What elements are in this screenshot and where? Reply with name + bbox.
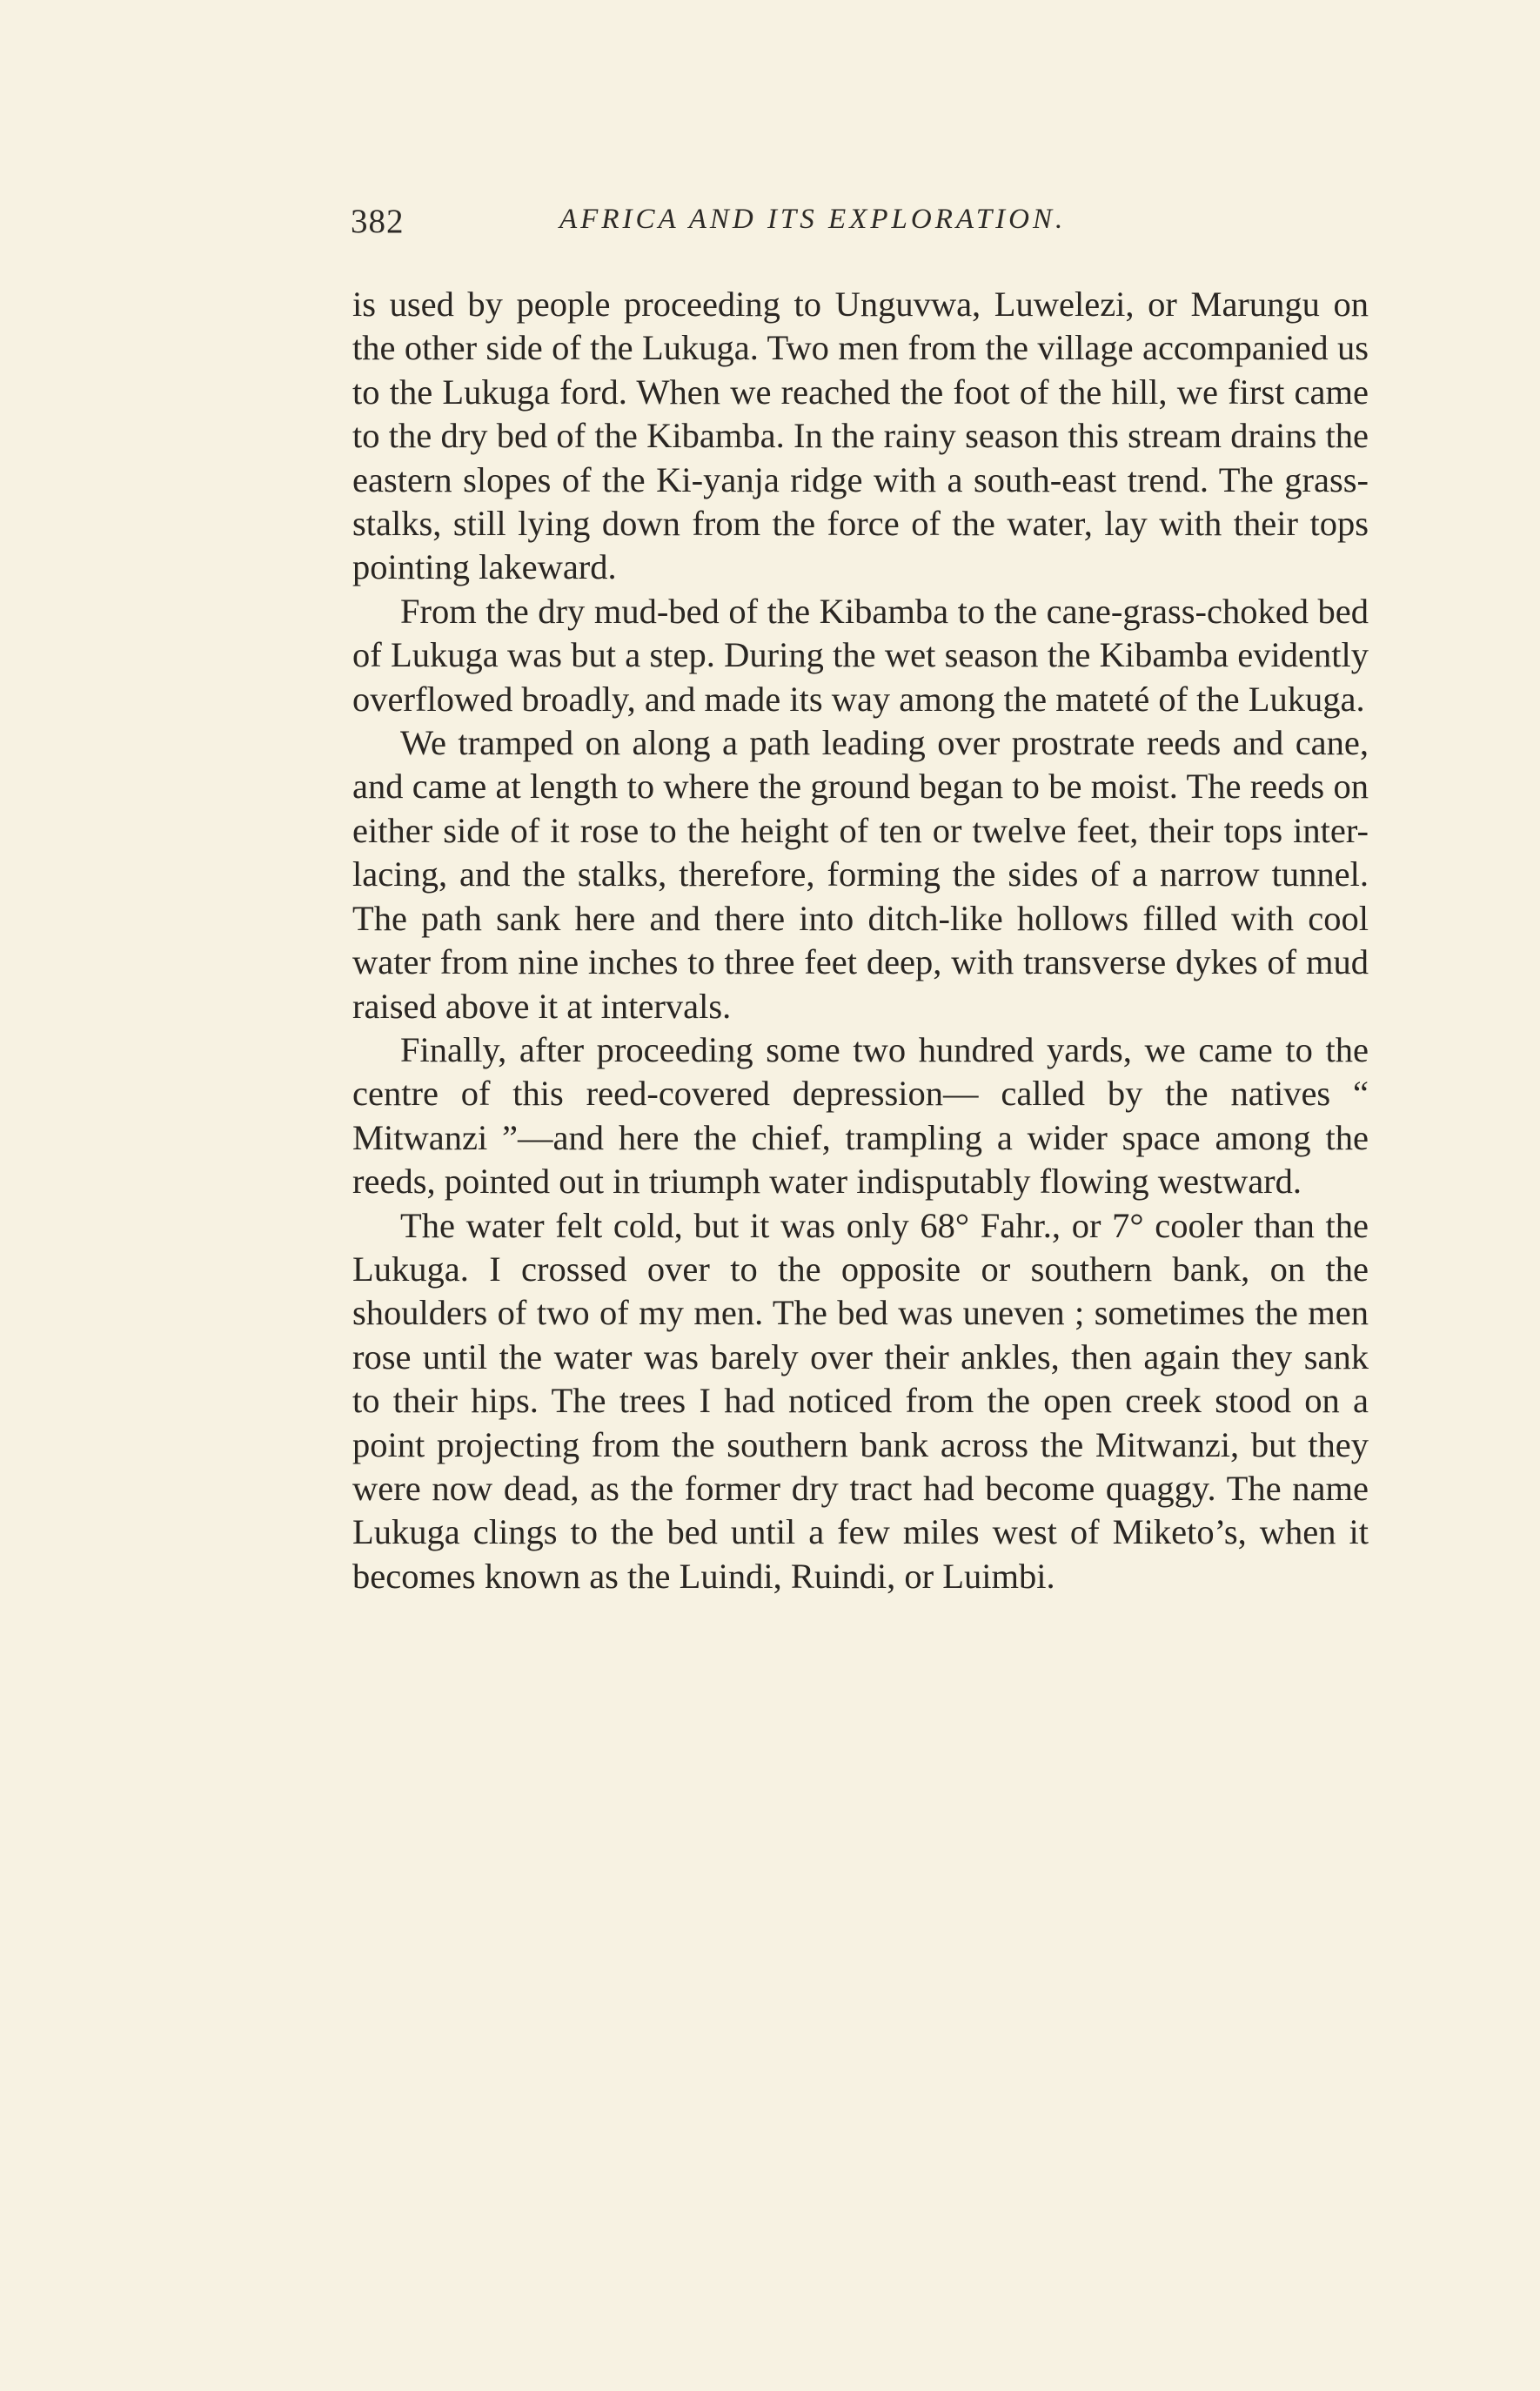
paragraph: Finally, after proceeding some two hundred yards, we came to the centre of this reed-covered depression— called by the natives “ Mitwanzi ”—and here the chief, trampling a wider space among the reeds, pointed out in triumph water indisputably flowing westward. <box>352 1029 1369 1202</box>
paragraph: From the dry mud-bed of the Kibamba to the cane-grass-choked bed of Lukuga was but a step. During the wet season the Kibamba evidently overflowed broadly, and made its way among the mateté of the Lukuga. <box>352 591 1369 719</box>
body-text <box>352 283 1369 1598</box>
running-title: AFRICA AND ITS EXPLORATION. <box>559 204 1067 235</box>
page-header <box>351 202 1369 254</box>
paragraph: is used by people proceeding to Unguvwa, Luwelezi, or Marungu on the other side of the Lukuga. Two men from the village accompanied us to the Lukuga ford. When we reached the foot of the hill, we first came to the dry bed of the Kibamba. In the rainy season this stream drains the eastern slopes of the Ki-yanja ridge with a south-east trend. The grass-stalks, still lying down from the force of the water, lay with their tops pointing lakeward. <box>352 285 1369 587</box>
paragraph: The water felt cold, but it was only 68° Fahr., or 7° cooler than the Lukuga. I crossed over to the opposite or southern bank, on the shoulders of two of my men. The bed was uneven ; sometimes the men rose until the water was barely over their ankles, then again they sank to their hips. The trees I had noticed from the open creek stood on a point projecting from the southern bank across the Mitwanzi, but they were now dead, as the former dry tract had become quaggy. The name Lukuga clings to the bed until a few miles west of Miketo’s, when it becomes known as the Luindi, Ruindi, or Luimbi. <box>352 1205 1369 1596</box>
paragraph: We tramped on along a path leading over prostrate reeds and cane, and came at length to where the ground began to be moist. The reeds on either side of it rose to the height of ten or twelve feet, their tops inter-lacing, and the stalks, therefore, forming the sides of a narrow tunnel. The path sank here and there into ditch-like hollows filled with cool water from nine inches to three feet deep, with transverse dykes of mud raised above it at intervals. <box>352 723 1369 1026</box>
page-number: 382 <box>351 203 405 240</box>
